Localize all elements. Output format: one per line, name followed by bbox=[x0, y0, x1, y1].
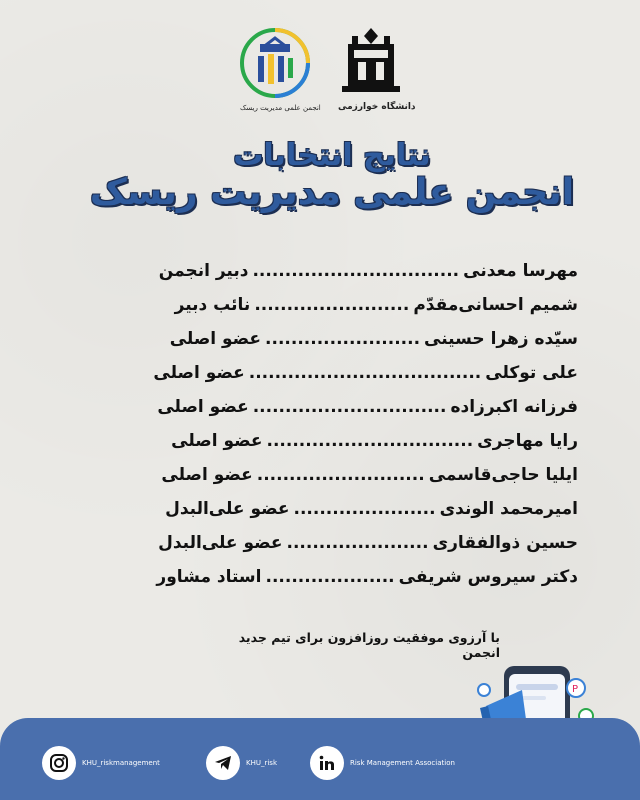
association-logo bbox=[238, 26, 312, 100]
member-name: امیرمحمد الوندی bbox=[439, 499, 578, 519]
telegram-handle: KHU_risk bbox=[246, 759, 278, 767]
member-role: نائب دبیر bbox=[174, 295, 251, 315]
list-item bbox=[88, 390, 578, 424]
list-item bbox=[88, 458, 578, 492]
member-name: شمیم احسانی‌مقدّم bbox=[413, 295, 578, 315]
logos-header bbox=[230, 24, 430, 119]
member-name: دکتر سیروس شریفی bbox=[398, 567, 578, 587]
member-name: فرزانه اکبرزاده bbox=[450, 397, 578, 417]
list-item bbox=[88, 288, 578, 322]
member-name: رایا مهاجری bbox=[477, 431, 578, 451]
university-caption: دانشگاه خوارزمی bbox=[338, 102, 416, 112]
instagram-link[interactable] bbox=[42, 746, 160, 780]
member-name: مهرسا معدنی bbox=[463, 261, 578, 281]
election-results-list bbox=[88, 254, 578, 594]
leader-dots: .............................. bbox=[252, 397, 447, 417]
linkedin-icon bbox=[310, 746, 344, 780]
member-role: عضو اصلی bbox=[171, 431, 263, 451]
leader-dots: .................... bbox=[265, 567, 395, 587]
member-name: سیّده زهرا حسینی bbox=[424, 329, 578, 349]
list-item bbox=[88, 526, 578, 560]
member-name: ایلیا حاجی‌قاسمی bbox=[428, 465, 578, 485]
leader-dots: ...................... bbox=[293, 499, 436, 519]
leader-dots: .................................... bbox=[248, 363, 482, 383]
leader-dots: ........................ bbox=[265, 329, 421, 349]
instagram-handle: KHU_riskmanagement bbox=[82, 759, 160, 767]
list-item bbox=[88, 492, 578, 526]
member-role: عضو علی‌البدل bbox=[158, 533, 283, 553]
telegram-icon bbox=[206, 746, 240, 780]
member-role: استاد مشاور bbox=[156, 567, 262, 587]
list-item bbox=[88, 560, 578, 594]
leader-dots: ................................ bbox=[266, 431, 474, 451]
page-title-line1: نتایج انتخابات bbox=[233, 138, 431, 173]
list-item bbox=[88, 322, 578, 356]
page-title-line2: انجمن علمی مدیریت ریسک bbox=[89, 172, 575, 213]
leader-dots: ...................... bbox=[286, 533, 429, 553]
association-caption: انجمن علمی مدیریت ریسک bbox=[240, 104, 321, 112]
member-role: عضو علی‌البدل bbox=[165, 499, 290, 519]
member-role: عضو اصلی bbox=[169, 329, 262, 349]
member-role: عضو اصلی bbox=[161, 465, 253, 485]
list-item bbox=[88, 424, 578, 458]
footer-bar bbox=[0, 718, 640, 800]
closing-wish: با آرزوی موفقیت روزافزون برای تیم جدید انجمن bbox=[238, 630, 500, 660]
member-role: عضو اصلی bbox=[157, 397, 249, 417]
university-logo bbox=[338, 26, 404, 102]
instagram-icon bbox=[42, 746, 76, 780]
member-name: حسین ذوالفقاری bbox=[432, 533, 578, 553]
list-item bbox=[88, 356, 578, 390]
telegram-link[interactable] bbox=[206, 746, 277, 780]
member-role: عضو اصلی bbox=[153, 363, 245, 383]
linkedin-handle: Risk Management Association bbox=[350, 759, 455, 767]
leader-dots: .......................... bbox=[256, 465, 425, 485]
member-role: دبیر انجمن bbox=[158, 261, 249, 281]
linkedin-link[interactable] bbox=[310, 746, 455, 780]
list-item bbox=[88, 254, 578, 288]
leader-dots: ................................ bbox=[252, 261, 460, 281]
leader-dots: ........................ bbox=[254, 295, 410, 315]
svg-text:P: P bbox=[572, 684, 579, 695]
member-name: علی توکلی bbox=[485, 363, 578, 383]
